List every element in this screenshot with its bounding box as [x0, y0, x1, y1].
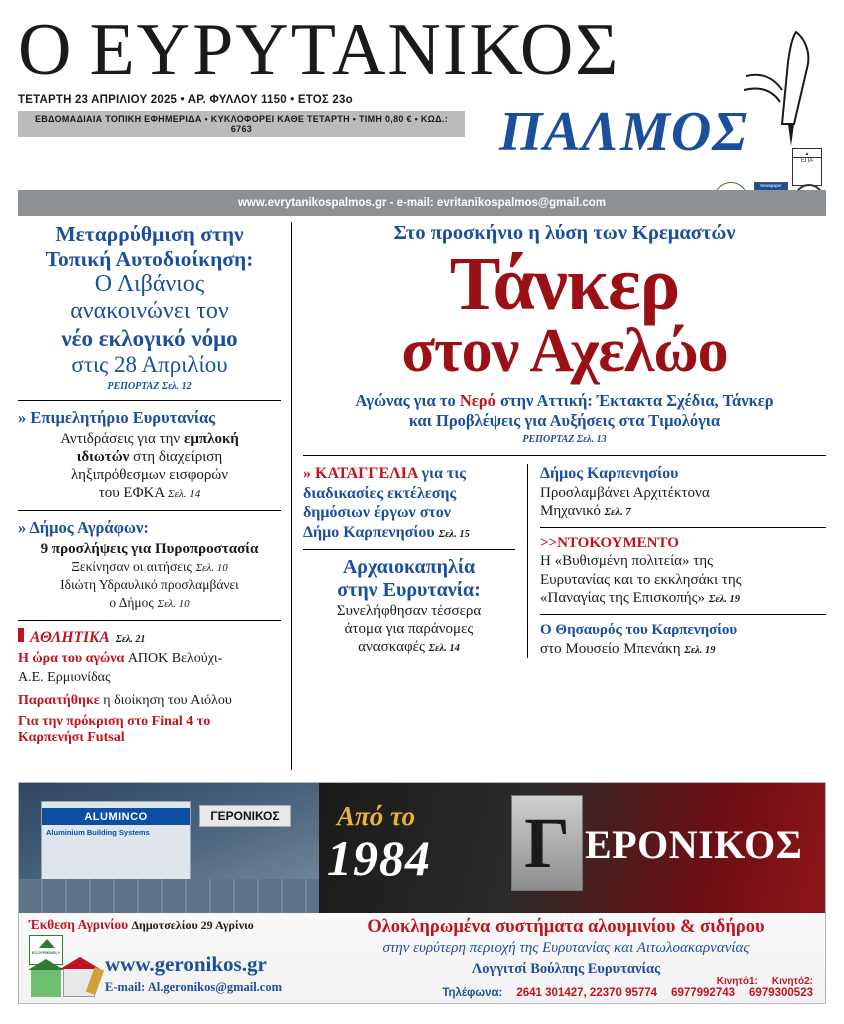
website-bar[interactable]: [18, 190, 826, 216]
main-subhead-c: στην Αττική: Έκτακτα Σχέδια, Τάνκερ: [495, 391, 774, 411]
treasure-body: [540, 640, 826, 658]
masthead-title: [18, 9, 826, 91]
main-headline: [303, 241, 826, 386]
document-body: [540, 552, 826, 607]
epa-badge: ▲ ΕΠΑ: [792, 148, 822, 186]
sports-body-3: [18, 714, 281, 748]
complaint-head: [303, 464, 515, 542]
chamber-bold-1: εμπλοκή: [183, 431, 239, 448]
antiquities-body-1: Συνελήφθησαν τέσσερα: [336, 602, 482, 619]
left-lead-line6: στις 28 Απριλίου: [71, 351, 228, 377]
ad-mobile-2: 6979300523: [749, 987, 813, 999]
left-item-agrafa-body: [18, 540, 281, 612]
left-lead-line5: νέο εκλογικό νόμο: [61, 325, 238, 351]
municipality-body: [540, 484, 826, 521]
sports-line2: Α.Ε. Ερμιονίδας: [18, 669, 111, 685]
treasure-body-1: στο Μουσείο Μπενάκη: [540, 640, 681, 657]
sports-header: [18, 628, 281, 647]
complaint-head-1b: για τις: [417, 465, 466, 482]
municipality-body-1: Προσλαμβάνει Αρχιτέκτονα: [540, 484, 710, 501]
sports-body-2: [18, 691, 281, 710]
main-credit: ΡΕΠΟΡΤΑΖ Σελ. 13: [522, 434, 607, 445]
agrafa-sel-4[interactable]: Σελ. 10: [157, 598, 190, 611]
white-house-icon: [63, 967, 95, 997]
agrafa-body-2: Ξεκίνησαν οι αιτήσεις: [71, 559, 192, 575]
main-kicker: Στο προσκήνιο η λύση των Κρεμαστών: [393, 222, 736, 244]
ad-mobile-1: 6977992743: [671, 987, 736, 999]
municipality-head: Δήμος Καρπενησίου: [540, 465, 679, 482]
left-item-chamber: [18, 408, 281, 502]
divider: [18, 510, 281, 511]
bottom-item-municipality: [540, 464, 826, 520]
ad-mobile-label-2: Κινητό2:: [771, 976, 813, 987]
ad-brand-logo: ALUMINCO: [42, 808, 190, 825]
right-column: [303, 222, 826, 770]
masthead-subtitle: ΠΑΛΜΟΣ: [498, 101, 748, 163]
masthead-title-main: ΕΥΡΥΤΑΝΙΚΟΣ: [89, 9, 621, 91]
divider: [303, 455, 826, 456]
main-subhead-a: Αγώνας για το: [355, 391, 460, 411]
ad-tagline-3: Λογγιτσί Βούλπης Ευρυτανίας: [471, 961, 661, 977]
chamber-body-4: του ΕΦΚΑ: [98, 485, 165, 502]
ad-mobile-label-1: Κινητό1:: [716, 976, 758, 987]
ad-phone-values: [293, 987, 813, 999]
main-subhead: [303, 391, 826, 431]
document-head: >>ΝΤΟΚΟΥΜΕΝΤΟ: [540, 535, 679, 552]
agrafa-body-3: Ιδιώτη Υδραυλικό προσλαμβάνει: [60, 577, 239, 593]
ad-brand-logo-sub: Aluminium Building Systems: [46, 828, 150, 837]
chamber-sel[interactable]: Σελ. 14: [168, 488, 201, 501]
tool-icon: [86, 967, 104, 995]
chamber-body-2: στη διαχείριση: [129, 449, 223, 466]
bottom-col-1: [303, 464, 528, 658]
ad-website[interactable]: www.geronikos.gr: [105, 952, 267, 976]
paper-info-bar: ΕΒΔΟΜΑΔΙΑΙΑ ΤΟΠΙΚΗ ΕΦΗΜΕΡΙΔΑ • ΚΥΚΛΟΦΟΡΕΙ ΚΑΘΕ ΤΕΤΑΡΤΗ • ΤΙΜΗ 0,80 € • ΚΩΔ.: 6763: [18, 111, 465, 137]
epa-badge-label: ΕΠΑ: [800, 158, 814, 164]
ad-logo-letter: Γ: [511, 795, 583, 891]
left-item-sports: [18, 628, 281, 747]
ad-email[interactable]: E-mail: Al.geronikos@gmail.com: [105, 980, 283, 994]
ad-tagline-2: στην ευρύτερη περιοχή της Ευρυτανίας και Αιτωλοακαρνανίας: [382, 940, 750, 956]
left-lead-line3: Ο Λιβάνιος: [94, 271, 205, 297]
bottom-item-treasure: [540, 621, 826, 658]
left-column: [18, 222, 292, 770]
agrafa-body-1: 9 προσλήψεις για Πυροπροστασία: [40, 541, 259, 558]
antiquities-head-2: στην Ευρυτανία:: [337, 578, 481, 601]
ad-expo-line: [29, 917, 314, 933]
document-sel[interactable]: Σελ. 19: [708, 594, 741, 605]
main-subhead-2: και Προβλέψεις για Αυξήσεις στα Τιμολόγια: [408, 411, 721, 431]
antiquities-body: [303, 602, 515, 657]
document-body-1: Η «Βυθισμένη πολιτεία» της: [540, 553, 714, 570]
document-body-3: «Παναγίας της Επισκοπής»: [540, 590, 706, 606]
sports-line1a: Η ώρα του αγώνα: [18, 651, 128, 667]
ad-year: 1984: [327, 830, 431, 886]
left-item-chamber-head: » Επιμελητήριο Ευρυτανίας: [18, 408, 216, 428]
antiquities-body-3: ανασκαφές: [358, 639, 425, 656]
sports-line3a: Παραιτήθηκε: [18, 692, 100, 708]
agrafa-body-4: ο Δήμος: [109, 595, 154, 611]
left-lead-line2: Τοπική Αυτοδιοίκηση:: [45, 246, 254, 271]
ad-phone-labels: [293, 976, 813, 987]
ad-expo-address: Δημοτσελίου 29 Αγρίνιο: [131, 918, 254, 932]
bottom-item-complaint: [303, 464, 515, 542]
treasure-sel[interactable]: Σελ. 19: [684, 644, 716, 656]
antiquities-body-2: άτομα για παράνομες: [344, 620, 474, 637]
sports-line5: Καρπενήσι Futsal: [18, 730, 125, 746]
divider: [18, 400, 281, 401]
bottom-col-2: [528, 464, 826, 658]
ad-from-label: Από το: [337, 801, 416, 831]
complaint-head-1: » ΚΑΤΑΓΓΕΛΙΑ: [303, 465, 418, 482]
bottom-item-antiquities: [303, 556, 515, 656]
sports-sel[interactable]: Σελ. 21: [115, 634, 146, 646]
antiquities-head-1: Αρχαιοκαπηλία: [342, 556, 476, 579]
complaint-head-3: δημόσιων έργων: [303, 504, 416, 522]
main-subhead-b: Νερό: [459, 391, 496, 411]
ad-eco-graphics: [29, 935, 101, 997]
ad-storefront-photo: [19, 783, 319, 913]
ad-contact-numbers: [293, 976, 813, 999]
bottom-two-columns: [303, 464, 826, 658]
chamber-bold-2: ιδιωτών: [76, 449, 130, 466]
sports-line1b: ΑΠΟΚ Βελούχι-: [127, 651, 223, 667]
complaint-head-4: Δήμο Καρπενησίου: [303, 523, 435, 541]
main-headline-line1: Τάνκερ: [449, 241, 680, 326]
ad-phone-label: Τηλέφωνα:: [442, 987, 503, 999]
municipality-body-2: Μηχανικό: [540, 502, 601, 519]
sports-marker-icon: [18, 628, 24, 642]
left-item-agrafa: [18, 518, 281, 612]
sports-line4: Για την πρόκριση στο Final 4 το: [18, 713, 211, 729]
left-lead-line4: ανακοινώνει τον: [70, 298, 229, 325]
divider: [540, 614, 826, 615]
complaint-sel[interactable]: Σελ. 15: [438, 528, 470, 540]
sports-title: ΑΘΛΗΤΙΚΑ: [30, 629, 110, 647]
left-item-chamber-body: [18, 430, 281, 502]
ad-tagline-1: Ολοκληρωμένα συστήματα αλουμινίου & σιδήρου: [367, 917, 765, 937]
green-house-icon: [31, 969, 61, 997]
website-bar-text: www.evrytanikospalmos.gr - e-mail: evritanikospalmos@gmail.com: [237, 197, 607, 209]
municipality-sel[interactable]: Σελ. 7: [604, 506, 631, 518]
issue-line: ΤΕΤΑΡΤΗ 23 ΑΠΡΙΛΙΟΥ 2025 • ΑΡ. ΦΥΛΛΟΥ 1150 • ΕΤΟΣ 23ο: [18, 94, 353, 107]
ad-phones-landline: 2641 301427, 22370 95774: [516, 987, 658, 999]
ad-expo-label: Έκθεση Αγρινίου: [29, 917, 129, 932]
eco-roof-shape: [39, 939, 55, 948]
sports-body: [18, 649, 281, 687]
left-lead-line1: Μεταρρύθμιση στην: [55, 222, 244, 246]
chamber-body-3: ληξιπρόθεσμων εισφορών: [70, 467, 228, 484]
left-lead-story: [18, 222, 281, 378]
complaint-head-2: διαδικασίες εκτέλεσης: [303, 484, 457, 502]
chamber-body-1: Αντιδράσεις για την: [60, 431, 184, 448]
antiquities-sel[interactable]: Σελ. 14: [428, 643, 460, 655]
content-area: [18, 222, 826, 770]
masthead-title-o: Ο: [18, 9, 74, 91]
advertisement-banner[interactable]: [18, 782, 826, 1004]
bottom-item-document: [540, 534, 826, 607]
agrafa-sel-2[interactable]: Σελ. 10: [195, 562, 228, 575]
ad-store-sign: ΓΕΡΟΝΙΚΟΣ: [199, 805, 291, 827]
eco-badge-label: ECOFRIENDLY: [31, 950, 61, 955]
ad-building: [41, 801, 191, 881]
ad-brand-name: ΕΡΟΝΙΚΟΣ: [585, 822, 803, 867]
complaint-head-3b: στον: [415, 504, 451, 522]
treasure-head: Ο Θησαυρός του Καρπενησίου: [540, 622, 738, 639]
newspaper-association-icon: Newspaper: [754, 182, 788, 216]
divider: [540, 527, 826, 528]
left-lead-credit: ΡΕΠΟΡΤΑΖ Σελ. 12: [107, 381, 192, 393]
pen-nib-icon: [738, 28, 818, 158]
divider: [18, 620, 281, 621]
document-body-2: Ευρυτανίας και το εκκλησάκι της: [540, 571, 742, 588]
masthead: [0, 0, 844, 186]
antiquities-head: [303, 556, 515, 602]
main-headline-line2: στον Αχελώο: [401, 317, 728, 386]
sports-line3b: η διοίκηση του Αιόλου: [99, 692, 232, 708]
divider: [303, 549, 515, 550]
ad-window-glass: [19, 879, 319, 913]
left-item-agrafa-head: » Δήμος Αγράφων:: [18, 518, 149, 538]
